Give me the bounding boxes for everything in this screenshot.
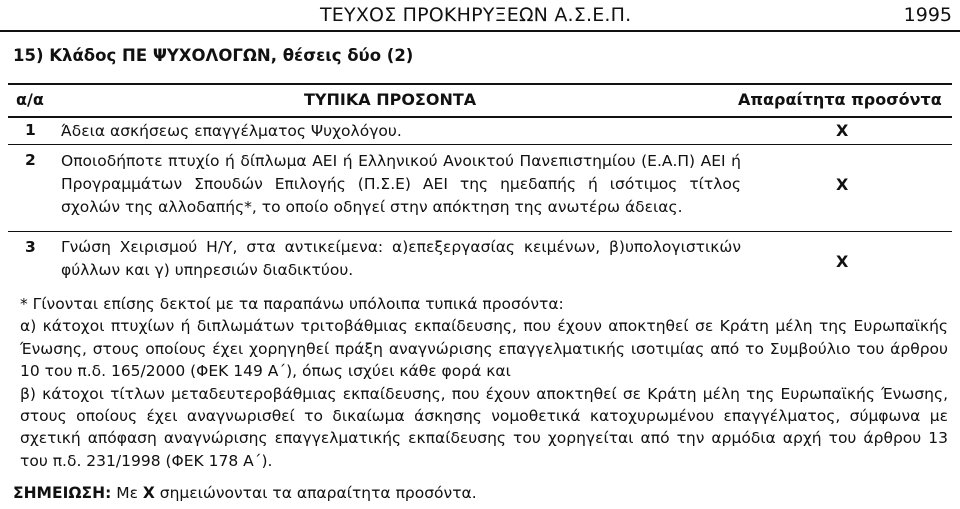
section-title: 15) Κλάδος ΠΕ ΨΥΧΟΛΟΓΩΝ, θέσεις δύο (2) (13, 46, 414, 65)
row-text: Γνώση Χειρισμού Η/Υ, στα αντικείμενα: α)επεξεργασίας κειμένων, β)υπολογιστικών φύλλων και γ) υπηρεσιών διαδικτύου. (61, 238, 741, 279)
page-header (0, 0, 960, 32)
footnote-b: β) κάτοχοι τίτλων μεταδευτεροβάθμιας εκπαίδευσης, που έχουν αποκτηθεί σε Κράτη μέλη της Ευρωπαϊκής Ένωσης, στους οποίους έχει αναγνωρισθεί το δικαίωμα άσκησης νομοθετικά κατοχυρωμένου επαγγέλματος, σύμφωνα με σχετική απόφαση αναγνώρισης επαγγελματικής εκπαίδευσης του χορηγείται από την αρμόδια αρχή του άρθρου 13 του π.δ. 231/1998 (ΦΕΚ 178 Α΄). (20, 384, 948, 470)
table-row (8, 145, 952, 232)
row-text: Οποιοδήποτε πτυχίο ή δίπλωμα ΑΕΙ ή Ελληνικού Ανοικτού Πανεπιστημίου (Ε.Α.Π) ΑΕΙ ή Προγραμμάτων Σπουδών Επιλογής (Π.Σ.Ε) ΑΕΙ της ημεδαπής ή ισότιμος τίτλος σχολών της αλλοδαπής*, το οποίο οδηγεί στην απόκτηση της ανωτέρω άδειας. (61, 152, 741, 216)
header-required: Απαραίτητα προσόντα (738, 90, 942, 109)
note-text: Με (111, 484, 143, 502)
note-rest: σημειώνονται τα απαραίτητα προσόντα. (154, 484, 477, 502)
issue-title: ΤΕΥΧΟΣ ΠΡΟΚΗΡΥΞΕΩΝ Α.Σ.Ε.Π. (320, 4, 632, 26)
note-label: ΣΗΜΕΙΩΣΗ: (13, 484, 112, 502)
footnotes (20, 293, 948, 472)
row-number: 1 (25, 121, 36, 139)
row-number: 3 (25, 238, 36, 256)
table-header-row (8, 83, 952, 118)
row-text: Άδεια ασκήσεως επαγγέλματος Ψυχολόγου. (61, 122, 402, 140)
footnote-a: α) κάτοχοι πτυχίων ή διπλωμάτων τριτοβάθμιας εκπαίδευσης, που έχουν αποκτηθεί σε Κράτη μέλη της Ευρωπαϊκής Ένωσης, στους οποίους έχει χορηγηθεί πράξη αναγνώρισης επαγγελματικής ισοτιμίας από το Συμβούλιο του άρθρου 10 του π.δ. 165/2000 (ΦΕΚ 149 Α΄), όπως ισχύει κάθε φορά και (20, 317, 948, 381)
table-row (8, 118, 952, 145)
issue-year: 1995 (903, 4, 952, 26)
table-row (8, 232, 952, 279)
header-num: α/α (16, 90, 44, 109)
row-number: 2 (25, 151, 36, 169)
note-line (13, 484, 477, 502)
note-mark: Χ (142, 484, 155, 502)
required-mark: Χ (836, 175, 849, 194)
required-mark: Χ (836, 121, 849, 140)
header-quals: ΤΥΠΙΚΑ ΠΡΟΣΟΝΤΑ (304, 90, 477, 109)
qualifications-table (8, 83, 952, 279)
footnote-intro: * Γίνονται επίσης δεκτοί με τα παραπάνω υπόλοιπα τυπικά προσόντα: (20, 295, 564, 313)
required-mark: Χ (836, 252, 849, 271)
